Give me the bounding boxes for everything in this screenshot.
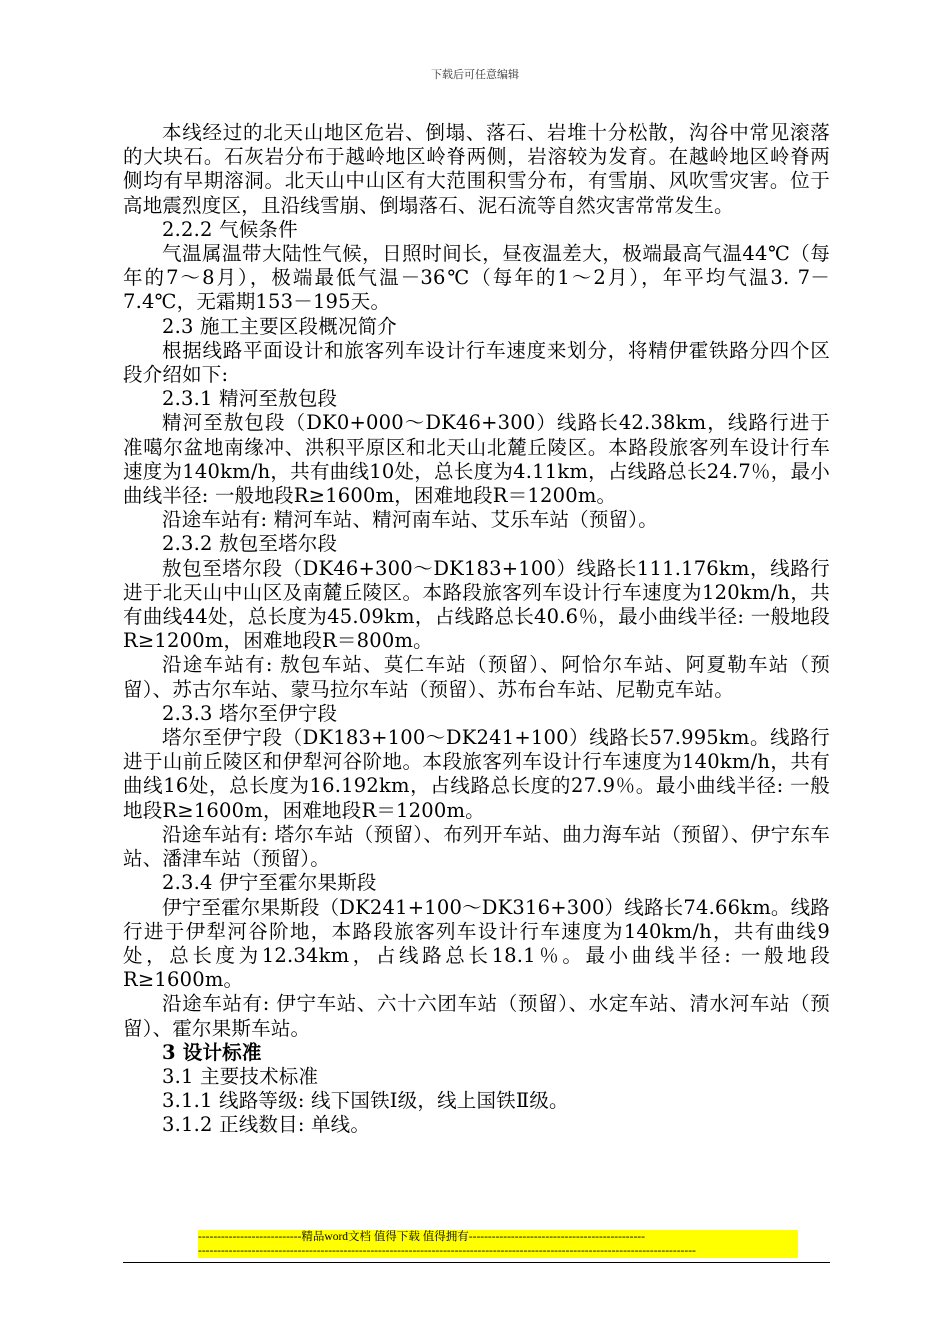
section-heading-2-3-3: 2.3.3 塔尔至伊宁段 <box>162 701 338 725</box>
paragraph-stations-4: 沿途车站有: 伊宁车站、六十六团车站（预留）、水定车站、清水河车站（预留）、霍尔果斯车站。 <box>123 992 830 1040</box>
paragraph-stations-1: 沿途车站有: 精河车站、精河南车站、艾乐车站（预留）。 <box>162 508 658 532</box>
paragraph-3-1-2: 3.1.2 正线数目: 单线。 <box>162 1113 371 1137</box>
section-heading-2-3-1: 2.3.1 精河至敖包段 <box>162 387 338 411</box>
paragraph-section-4: 伊宁至霍尔果斯段（DK241+100～DK316+300）线路长74.66km。线路行进于伊犁河谷阶地，本路段旅客列车设计行车速度为140km/h，共有曲线9处，总长度为12.34km，占线路总长18.1％。最小曲线半径: 一般地段R≥1600m。 <box>123 895 830 992</box>
footer-rule <box>123 1262 830 1263</box>
document-body <box>123 121 830 1138</box>
paragraph-3-1-1: 3.1.1 线路等级: 线下国铁Ⅰ级，线上国铁Ⅱ级。 <box>162 1089 569 1113</box>
page-header: 下载后可任意编辑 <box>431 68 519 81</box>
section-heading-3-1: 3.1 主要技术标准 <box>162 1064 319 1088</box>
footer-line-1: ---------------------------精品word文档 值得下载 值得拥有---------------------------------------------- <box>198 1231 645 1243</box>
section-heading-2-3-2: 2.3.2 敖包至塔尔段 <box>162 532 338 556</box>
chapter-heading-3: 3 设计标准 <box>162 1040 262 1064</box>
paragraph-stations-3: 沿途车站有: 塔尔车站（预留）、布列开车站、曲力海车站（预留）、伊宁东车站、潘津车站（预留）。 <box>123 822 830 871</box>
paragraph-section-1: 精河至敖包段（DK0+000～DK46+300）线路长42.38km，线路行进于准噶尔盆地南缘冲、洪积平原区和北天山北麓丘陵区。本路段旅客列车设计行车速度为140km/h，共有曲线10处，总长度为4.11km，占线路总长24.7％，最小曲线半径: 一般地段R≥1600m，困难地段R＝1200m。 <box>123 411 830 508</box>
footer-line-2: ---------------------------------------------------------------------------------------------------------------------------------- <box>198 1245 696 1257</box>
section-heading-2-2-2: 2.2.2 气候条件 <box>162 217 298 241</box>
paragraph-stations-2: 沿途车站有: 敖包车站、莫仁车站（预留）、阿恰尔车站、阿夏勒车站（预留）、苏古尔车站、蒙马拉尔车站（预留）、苏布台车站、尼勒克车站。 <box>123 653 830 701</box>
section-heading-2-3: 2.3 施工主要区段概况简介 <box>162 314 398 338</box>
paragraph-climate: 气温属温带大陆性气候，日照时间长，昼夜温差大，极端最高气温44℃（每年的7～8月），极端最低气温－36℃（每年的1～2月），年平均气温3. 7－7.4℃，无霜期153－195天。 <box>123 242 830 314</box>
paragraph-section-3: 塔尔至伊宁段（DK183+100～DK241+100）线路长57.995km。线路行进于山前丘陵区和伊犁河谷阶地。本段旅客列车设计行车速度为140km/h，共有曲线16处，总长度为16.192km，占线路总长度的27.9％。最小曲线半径: 一般地段R≥1600m，困难地段R＝1200m。 <box>123 726 830 822</box>
paragraph-section-2: 敖包至塔尔段（DK46+300～DK183+100）线路长111.176km，线路行进于北天山中山区及南麓丘陵区。本路段旅客列车设计行车速度为120km/h，共有曲线44处，总长度为45.09km，占线路总长40.6％，最小曲线半径: 一般地段R≥1200m，困难地段R＝800m。 <box>123 556 830 653</box>
section-heading-2-3-4: 2.3.4 伊宁至霍尔果斯段 <box>162 871 377 895</box>
paragraph-sections-intro: 根据线路平面设计和旅客列车设计行车速度来划分，将精伊霍铁路分四个区段介绍如下: <box>123 338 830 387</box>
footer-banner <box>198 1230 798 1258</box>
paragraph-geology: 本线经过的北天山地区危岩、倒塌、落石、岩堆十分松散，沟谷中常见滚落的大块石。石灰岩分布于越岭地区岭脊两侧，岩溶较为发育。在越岭地区岭脊两侧均有早期溶洞。北天山中山区有大范围积雪分布，有雪崩、风吹雪灾害。位于高地震烈度区，且沿线雪崩、倒塌落石、泥石流等自然灾害常常发生。 <box>123 121 830 217</box>
